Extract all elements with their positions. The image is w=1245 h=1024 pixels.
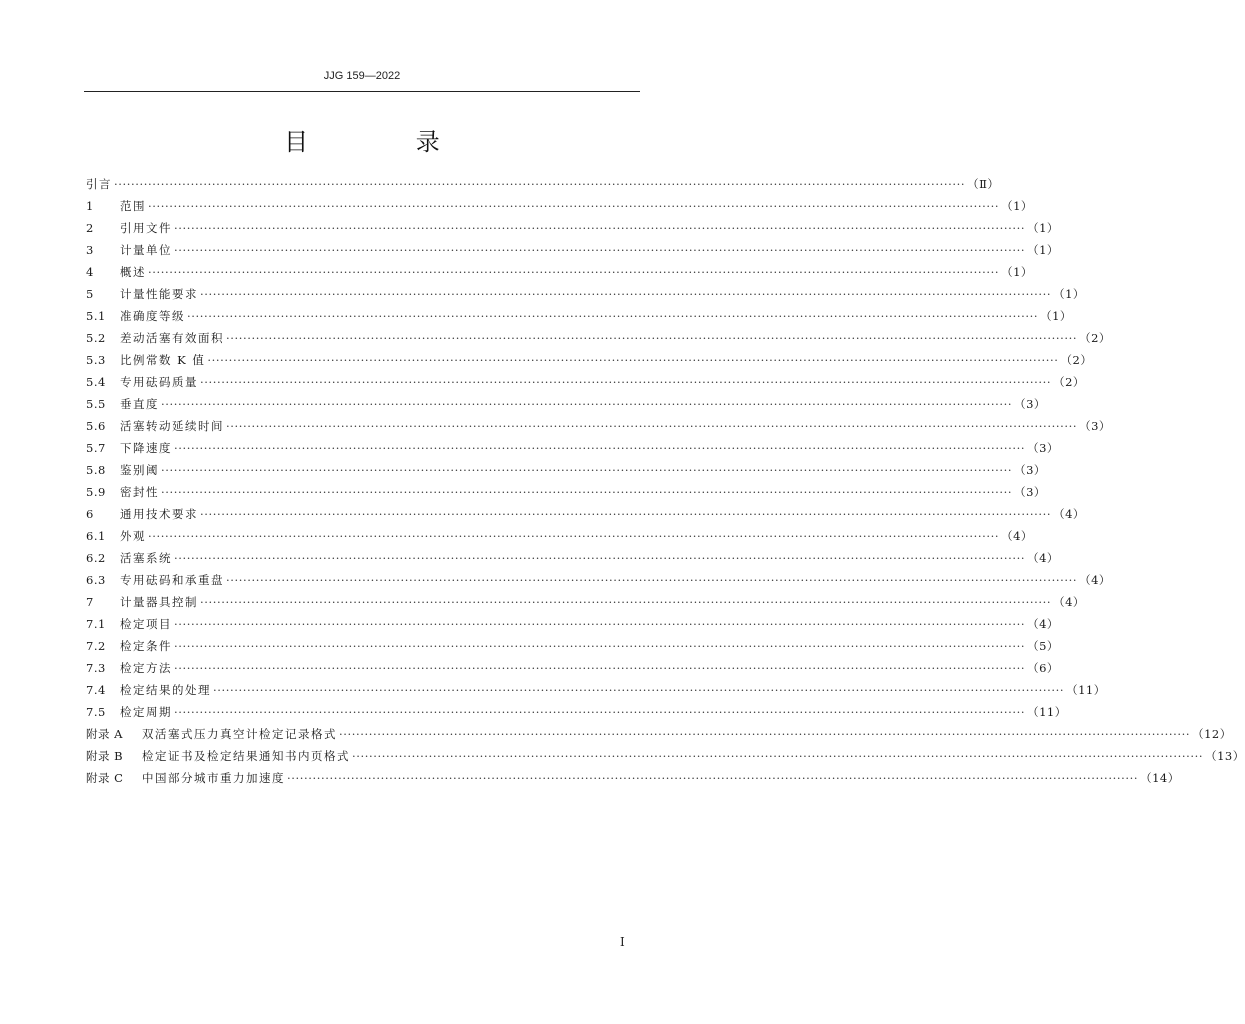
toc-entry-page: （4）: [1001, 529, 1033, 543]
toc-entry[interactable]: [86, 462, 1046, 484]
toc-entry[interactable]: [86, 594, 1085, 616]
toc-entry-page: （3）: [1014, 397, 1046, 411]
toc-entry[interactable]: [86, 220, 1059, 242]
toc-entry-page: （4）: [1053, 507, 1085, 521]
toc-entry[interactable]: [86, 264, 1033, 286]
toc-leader-dots: ········································································································································································································: [287, 771, 1139, 785]
table-of-contents: [86, 176, 1245, 792]
toc-leader-dots: ········································································································································································································: [148, 199, 1000, 213]
toc-entry[interactable]: [86, 198, 1033, 220]
toc-leader-dots: ········································································································································································································: [161, 397, 1013, 411]
toc-leader-dots: ········································································································································································································: [114, 177, 966, 191]
toc-entry-page: （1）: [1001, 199, 1033, 213]
toc-entry-number: 6.1: [86, 529, 106, 543]
toc-entry-number: 5.3: [86, 353, 106, 367]
toc-entry-label: 检定证书及检定结果通知书内页格式: [142, 749, 350, 763]
toc-entry-page: （3）: [1014, 485, 1046, 499]
toc-leader-dots: ········································································································································································································: [200, 287, 1052, 301]
toc-entry-page: （1）: [1001, 265, 1033, 279]
toc-entry-number: 7.2: [86, 639, 106, 653]
toc-entry[interactable]: [86, 440, 1059, 462]
toc-leader-dots: ········································································································································································································: [161, 485, 1013, 499]
toc-entry-label: 检定结果的处理: [120, 683, 211, 697]
toc-entry[interactable]: [86, 506, 1085, 528]
toc-leader-dots: ········································································································································································································: [226, 331, 1078, 345]
toc-entry[interactable]: [86, 638, 1059, 660]
toc-entry-label: 比例常数 K 值: [120, 353, 206, 367]
toc-entry-page: （5）: [1027, 639, 1059, 653]
toc-entry-number: 7.1: [86, 617, 106, 631]
toc-entry[interactable]: [86, 396, 1046, 418]
toc-leader-dots: ········································································································································································································: [226, 573, 1078, 587]
toc-leader-dots: ········································································································································································································: [174, 221, 1026, 235]
toc-entry-number: 6: [86, 507, 94, 521]
toc-entry-page: （3）: [1027, 441, 1059, 455]
toc-entry-number: 7: [86, 595, 94, 609]
toc-entry-page: （2）: [1079, 331, 1111, 345]
toc-entry[interactable]: [86, 330, 1111, 352]
toc-entry-page: （1）: [1053, 287, 1085, 301]
toc-entry-page: （6）: [1027, 661, 1059, 675]
toc-entry-page: （4）: [1027, 551, 1059, 565]
toc-entry-page: （11）: [1066, 683, 1106, 697]
toc-entry-label: 活塞系统: [120, 551, 172, 565]
toc-entry-number: 7.5: [86, 705, 106, 719]
toc-entry-label: 计量器具控制: [120, 595, 198, 609]
toc-entry[interactable]: [86, 484, 1046, 506]
toc-leader-dots: ········································································································································································································: [200, 507, 1052, 521]
toc-leader-dots: ········································································································································································································: [148, 529, 1000, 543]
toc-leader-dots: ········································································································································································································: [339, 727, 1191, 741]
toc-entry-label: 计量性能要求: [120, 287, 198, 301]
toc-leader-dots: ········································································································································································································: [161, 463, 1013, 477]
toc-entry[interactable]: [86, 242, 1059, 264]
toc-entry[interactable]: [86, 176, 1000, 198]
toc-entry[interactable]: [86, 748, 1245, 770]
toc-entry-label: 差动活塞有效面积: [120, 331, 224, 345]
toc-leader-dots: ········································································································································································································: [200, 595, 1052, 609]
page-number: Ⅰ: [620, 935, 625, 949]
toc-entry-label: 鉴别阈: [120, 463, 159, 477]
toc-leader-dots: ········································································································································································································: [174, 639, 1026, 653]
toc-entry[interactable]: [86, 286, 1085, 308]
toc-entry-page: （1）: [1027, 221, 1059, 235]
toc-entry-number: 5: [86, 287, 94, 301]
toc-entry-label: 引用文件: [120, 221, 172, 235]
toc-leader-dots: ········································································································································································································: [352, 749, 1204, 763]
toc-leader-dots: ········································································································································································································: [174, 617, 1026, 631]
toc-leader-dots: ········································································································································································································: [148, 265, 1000, 279]
toc-entry-label: 双活塞式压力真空计检定记录格式: [142, 727, 337, 741]
toc-entry-label: 专用砝码质量: [120, 375, 198, 389]
toc-entry-number: 附录 A: [86, 727, 123, 741]
document-code-header: JJG 159—2022: [323, 70, 401, 82]
toc-entry-number: 5.8: [86, 463, 106, 477]
toc-entry-label: 检定方法: [120, 661, 172, 675]
toc-leader-dots: ········································································································································································································: [174, 551, 1026, 565]
toc-entry-number: 5.4: [86, 375, 106, 389]
toc-entry-label: 准确度等级: [120, 309, 185, 323]
toc-entry[interactable]: [86, 418, 1111, 440]
page-title: 目 录: [284, 128, 490, 156]
toc-entry-page: （2）: [1060, 353, 1093, 367]
toc-entry-label: 活塞转动延续时间: [120, 419, 224, 433]
toc-entry-label: 中国部分城市重力加速度: [142, 771, 285, 785]
toc-entry-page: （12）: [1192, 727, 1232, 741]
toc-entry-page: （4）: [1079, 573, 1111, 587]
toc-entry[interactable]: [86, 308, 1072, 330]
toc-entry-number: 5.5: [86, 397, 106, 411]
toc-entry-number: 5.2: [86, 331, 106, 345]
toc-entry-number: 5.6: [86, 419, 106, 433]
toc-entry[interactable]: [86, 352, 1093, 374]
toc-leader-dots: ········································································································································································································: [187, 309, 1039, 323]
toc-entry-label: 垂直度: [120, 397, 159, 411]
toc-entry[interactable]: [86, 770, 1180, 792]
toc-entry-label: 概述: [120, 265, 146, 279]
toc-entry-number: 5.9: [86, 485, 106, 499]
toc-entry-page: （2）: [1053, 375, 1085, 389]
toc-entry-page: （1）: [1027, 243, 1059, 257]
toc-leader-dots: ········································································································································································································: [207, 353, 1059, 367]
header-rule: [84, 91, 640, 92]
toc-leader-dots: ········································································································································································································: [174, 441, 1026, 455]
toc-entry-page: （14）: [1140, 771, 1180, 785]
toc-entry-number: 6.3: [86, 573, 106, 587]
toc-leader-dots: ········································································································································································································: [174, 705, 1026, 719]
toc-entry-page: （4）: [1027, 617, 1059, 631]
toc-entry-number: 附录 B: [86, 749, 124, 763]
toc-entry[interactable]: [86, 374, 1085, 396]
toc-entry-number: 4: [86, 265, 94, 279]
toc-entry[interactable]: [86, 528, 1033, 550]
toc-entry[interactable]: [86, 704, 1067, 726]
toc-leader-dots: ········································································································································································································: [200, 375, 1052, 389]
toc-entry-number: 6.2: [86, 551, 106, 565]
toc-entry-number: 附录 C: [86, 771, 124, 785]
toc-entry-number: 2: [86, 221, 94, 235]
toc-entry-label: 检定周期: [120, 705, 172, 719]
toc-entry-page: （13）: [1205, 749, 1245, 763]
toc-entry[interactable]: [86, 572, 1111, 594]
toc-entry[interactable]: [86, 726, 1232, 748]
toc-entry-label: 检定条件: [120, 639, 172, 653]
toc-entry-number: 1: [86, 199, 94, 213]
toc-entry-number: 5.1: [86, 309, 106, 323]
toc-leader-dots: ········································································································································································································: [174, 661, 1026, 675]
toc-entry[interactable]: [86, 660, 1059, 682]
toc-leader-dots: ········································································································································································································: [174, 243, 1026, 257]
toc-entry-page: （Ⅱ）: [967, 177, 1000, 191]
toc-entry[interactable]: [86, 550, 1059, 572]
toc-entry-label: 通用技术要求: [120, 507, 198, 521]
toc-entry-page: （1）: [1040, 309, 1072, 323]
toc-entry-label: 密封性: [120, 485, 159, 499]
toc-entry-page: （3）: [1014, 463, 1046, 477]
toc-entry-number: 7.4: [86, 683, 106, 697]
toc-entry-number: 3: [86, 243, 94, 257]
toc-entry[interactable]: [86, 616, 1059, 638]
toc-entry-label: 引言: [86, 177, 112, 191]
toc-entry-label: 检定项目: [120, 617, 172, 631]
toc-entry-page: （11）: [1027, 705, 1067, 719]
toc-entry-label: 范围: [120, 199, 146, 213]
toc-entry-label: 外观: [120, 529, 146, 543]
toc-leader-dots: ········································································································································································································: [226, 419, 1078, 433]
toc-entry-page: （4）: [1053, 595, 1085, 609]
toc-entry-number: 5.7: [86, 441, 106, 455]
toc-entry-number: 7.3: [86, 661, 106, 675]
toc-leader-dots: ········································································································································································································: [213, 683, 1065, 697]
toc-entry-page: （3）: [1079, 419, 1111, 433]
toc-entry-label: 下降速度: [120, 441, 172, 455]
toc-entry-label: 专用砝码和承重盘: [120, 573, 224, 587]
toc-entry-label: 计量单位: [120, 243, 172, 257]
toc-entry[interactable]: [86, 682, 1106, 704]
